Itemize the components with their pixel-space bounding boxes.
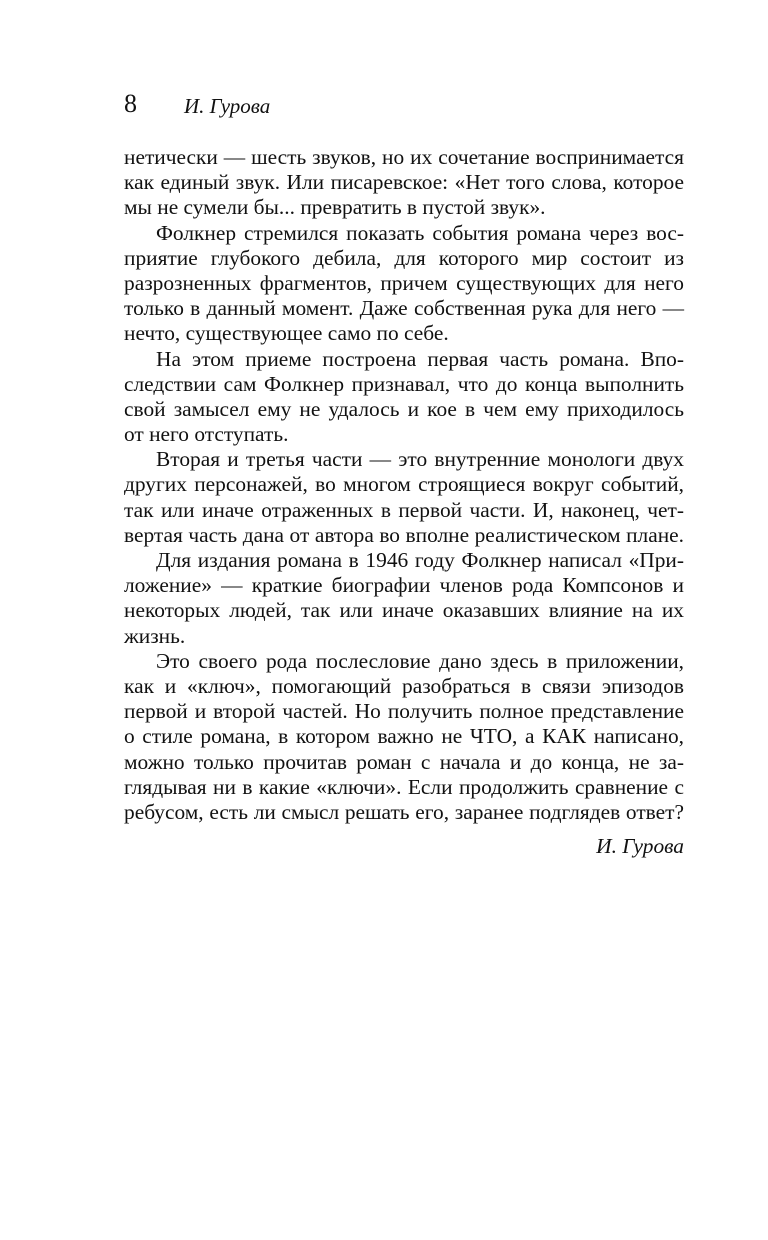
text-line: На этом приеме построена первая часть романа. Впо- [156, 346, 684, 371]
paragraph-2 [124, 221, 684, 347]
text-line: так или иначе отраженных в первой части. И, наконец, чет- [124, 497, 684, 522]
text-line: нечто, существующее само по себе. [124, 321, 449, 346]
text-line: следствии сам Фолкнер признавал, что до конца выполнить [124, 371, 684, 396]
text-line: как и «ключ», помогающий разобраться в связи эпизодов [124, 673, 684, 698]
paragraph-3 [124, 347, 684, 448]
running-head [124, 86, 684, 122]
text-line: мы не сумели бы... превратить в пустой звук». [124, 195, 546, 220]
text-line: от него отступать. [124, 422, 289, 447]
text-line: некоторых людей, так или иначе оказавших влияние на их [124, 598, 684, 623]
text-line: Вторая и третья части — это внутренние монологи двух [156, 447, 684, 472]
text-line: других персонажей, во многом строящиеся вокруг событий, [124, 472, 684, 497]
text-line: ребусом, есть ли смысл решать его, заранее подглядев ответ? [124, 799, 684, 824]
paragraph-5 [124, 548, 684, 649]
text-line: ложение» — краткие биографии членов рода Компсонов и [124, 573, 684, 598]
running-head-author: И. Гурова [184, 94, 271, 118]
page-number: 8 [124, 89, 137, 118]
text-line: Для издания романа в 1946 году Фолкнер написал «При- [156, 548, 684, 572]
text-line: как единый звук. Или писаревское: «Нет того слова, которое [124, 170, 684, 195]
text-line: разрозненных фрагментов, причем существующих для него [124, 270, 684, 295]
text-line: свой замысел ему не удалось и кое в чем ему приходилось [124, 396, 684, 421]
paragraph-1 [124, 145, 684, 221]
text-line: нетически — шесть звуков, но их сочетание воспринимается [124, 145, 684, 169]
text-line: только в данный момент. Даже собственная рука для него — [124, 296, 684, 321]
text-line: приятие глубокого дебила, для которого мир состоит из [124, 245, 684, 270]
text-line: первой и второй частей. Но получить полное представление [124, 699, 684, 724]
signature: И. Гурова [596, 834, 684, 858]
body-text [124, 145, 684, 825]
text-line: Это своего рода послесловие дано здесь в приложении, [156, 648, 684, 673]
paragraph-4 [124, 447, 684, 548]
text-line: вертая часть дана от автора во вполне реалистическом плане. [124, 522, 684, 547]
text-line: можно только прочитав роман с начала и до конца, не за- [124, 749, 684, 774]
text-line: Фолкнер стремился показать события романа через вос- [156, 220, 684, 245]
text-line: глядывая ни в какие «ключи». Если продолжить сравнение с [124, 774, 684, 799]
text-line: жизнь. [124, 623, 186, 648]
text-line: о стиле романа, в котором важно не ЧТО, а КАК написано, [124, 724, 684, 749]
paragraph-6 [124, 649, 684, 825]
